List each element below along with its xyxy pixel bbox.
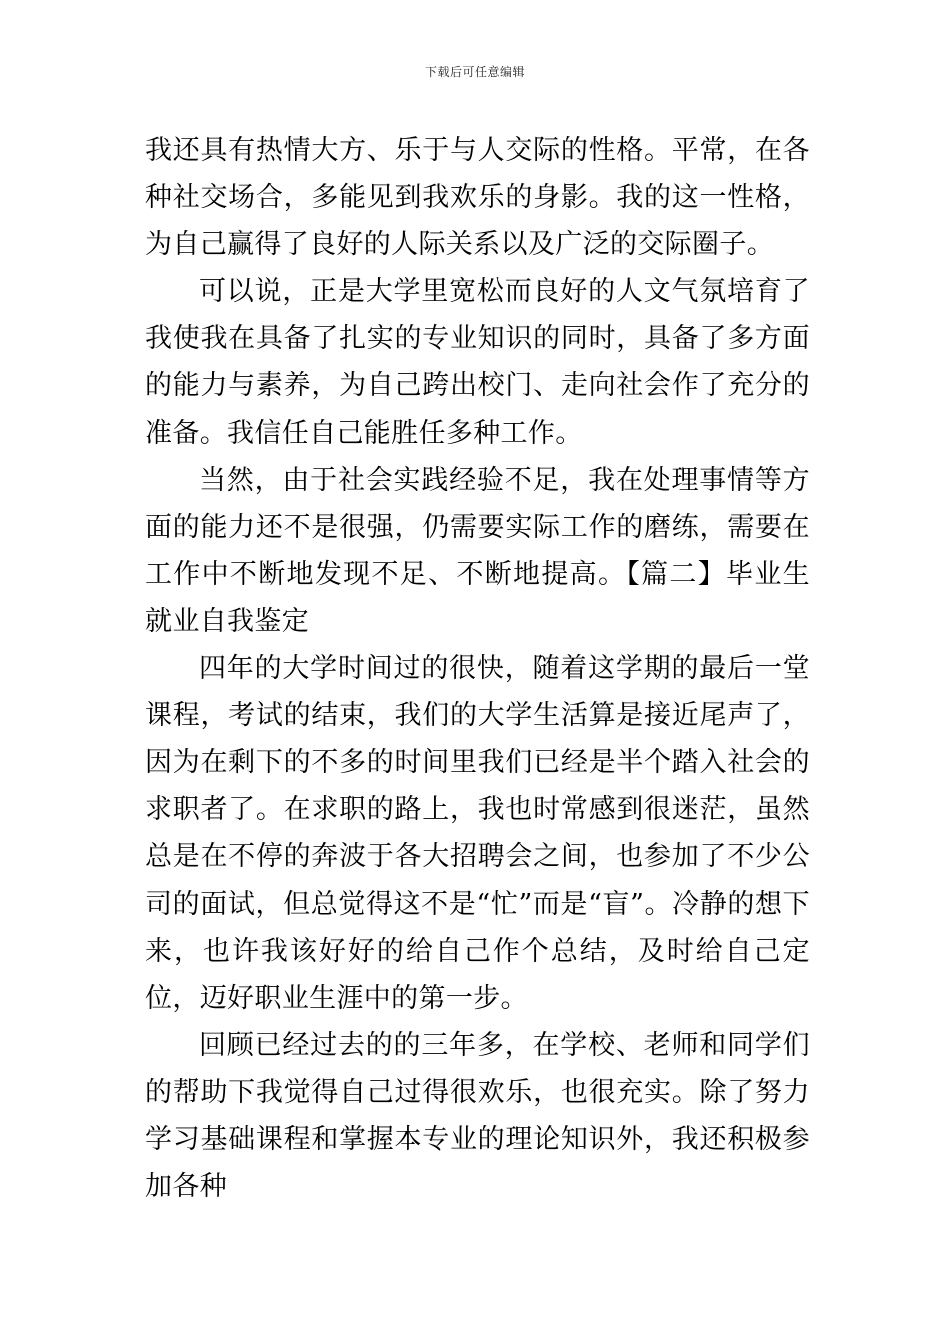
paragraph-1: 我还具有热情大方、乐于与人交际的性格。平常，在各种社交场合，多能见到我欢乐的身影。我的这一性格，为自己赢得了良好的人际关系以及广泛的交际圈子。 — [145, 135, 810, 261]
page-header-note: 下载后可任意编辑 — [424, 65, 525, 79]
paragraph-2: 可以说，正是大学里宽松而良好的人文气氛培育了我使我在具备了扎实的专业知识的同时，具备了多方面的能力与素养，为自己跨出校门、走向社会作了充分的准备。我信任自己能胜任多种工作。 — [145, 276, 810, 449]
document-body — [145, 127, 810, 1210]
paragraph-5: 回顾已经过去的的三年多，在学校、老师和同学们的帮助下我觉得自己过得很欢乐，也很充实。除了努力学习基础课程和掌握本专业的理论知识外，我还积极参加各种 — [145, 1029, 810, 1203]
paragraph-3: 当然，由于社会实践经验不足，我在处理事情等方面的能力还不是很强，仍需要实际工作的磨练，需要在工作中不断地发现不足、不断地提高。【篇二】毕业生就业自我鉴定 — [145, 464, 810, 637]
paragraph-4: 四年的大学时间过的很快，随着这学期的最后一堂课程，考试的结束，我们的大学生活算是接近尾声了，因为在剩下的不多的时间里我们已经是半个踏入社会的求职者了。在求职的路上，我也时常感到很迷茫，虽然总是在不停的奔波于各大招聘会之间，也参加了不少公司的面试，但总觉得这不是“忙”而是“盲”。冷静的想下来，也许我该好好的给自己作个总结，及时给自己定位，迈好职业生涯中的第一步。 — [145, 653, 810, 1014]
